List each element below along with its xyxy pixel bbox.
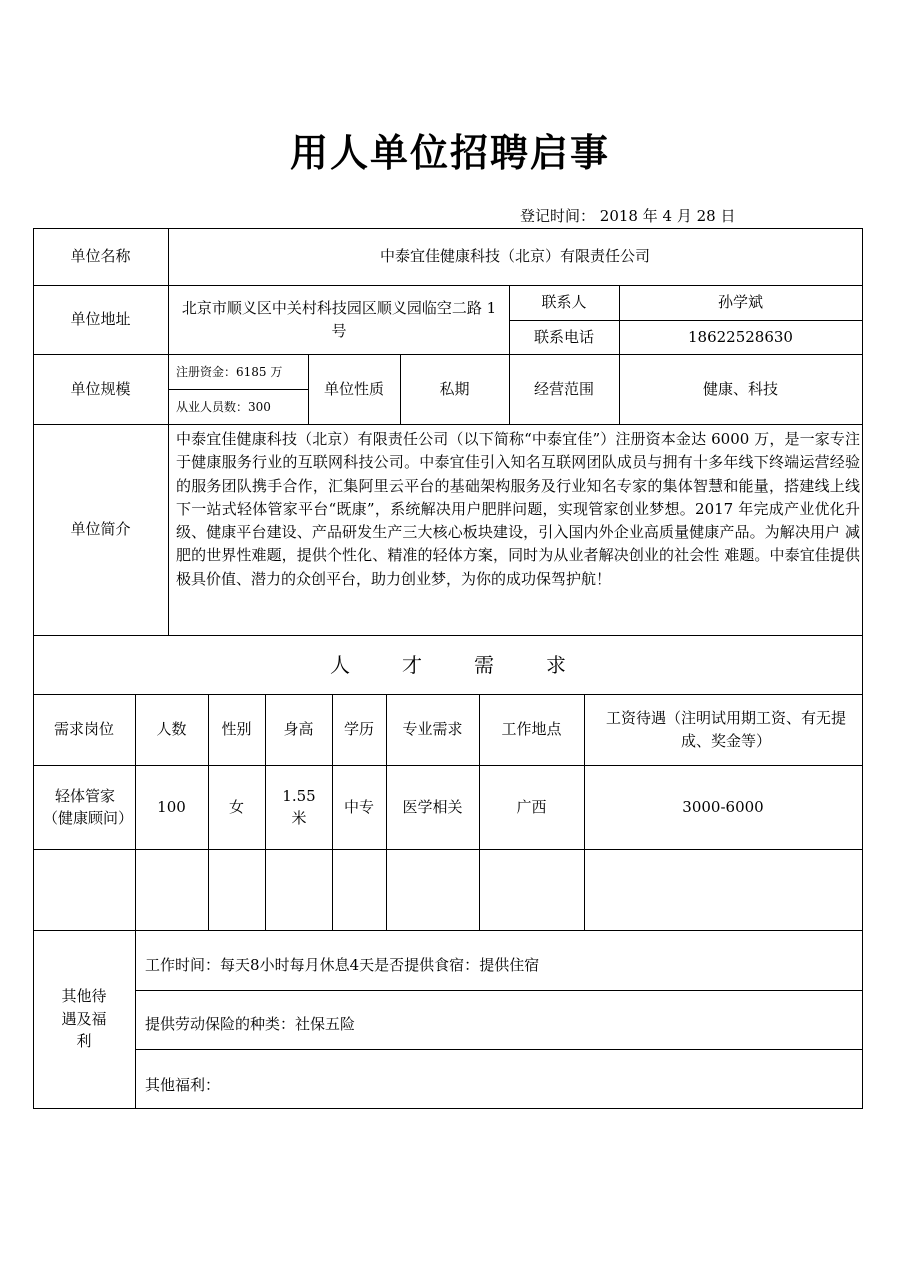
- registered-capital: 注册资金：6185 万: [176, 364, 283, 379]
- row-location: 广西: [516, 797, 547, 816]
- meals-label: 是否提供食宿：: [374, 955, 480, 974]
- nature-value: 私期: [439, 379, 470, 398]
- other-benefits-label: 其他福利：: [145, 1075, 221, 1094]
- phone-value: 18622528630: [688, 327, 793, 346]
- other-benefits-line: [135, 1062, 862, 1108]
- row-height: 1.55米: [282, 786, 316, 827]
- contact-value: 孙学斌: [717, 293, 763, 312]
- benefits-label: 其他待遇及福利: [61, 987, 107, 1051]
- scope-value: 健康、科技: [702, 379, 778, 398]
- row-education: 中专: [343, 797, 374, 816]
- insurance-line: [135, 1000, 862, 1049]
- header-salary: 工资待遇（注明试用期工资、有无提成、奖金等）: [605, 709, 846, 750]
- row-position: 轻体管家（健康顾问）: [43, 786, 134, 827]
- row-count: 100: [157, 797, 186, 816]
- work-time-line: [135, 940, 862, 990]
- days-unit: 天: [359, 955, 375, 974]
- row-major: 医学相关: [402, 797, 463, 816]
- company-name-label: 单位名称: [70, 247, 131, 266]
- talent-heading: 人才需求: [330, 652, 618, 677]
- registration-label: 登记时间：: [520, 207, 596, 225]
- company-intro: 中泰宜佳健康科技（北京）有限责任公司（以下简称“中泰宜佳”）注册资本金达 6000 万，是一家专注于健康服务行业的互联网科技公司。中泰宜佳引入知名互联网团队成员与拥有十多年线下终端运营经验的服务团队携手合作，汇集阿里云平台的基础架构服务及行业知名专家的集体智慧和能量，搭建线上线下一站式轻体管家平台“既康”，系统解决用户肥胖问题，实现管家创业梦想。2017 年完成产业优化升级、健康平台建设、产品研发生产三大核心板块建设，引入国内外企业高质量健康产品。为解决用户 减肥的世界性难题，提供个性化、精准的轻体方案，同时为从业者解决创业的社会性 难题。中泰宜佳提供极具价值、潜力的众创平台，助力创业梦，为你的成功保驾护航！: [176, 430, 860, 588]
- nature-label: 单位性质: [323, 379, 384, 398]
- contact-label: 联系人: [541, 293, 587, 312]
- daily-hours: 8: [250, 955, 260, 974]
- phone-label: 联系电话: [533, 327, 594, 346]
- row-gender: 女: [228, 797, 244, 816]
- scale-label: 单位规模: [70, 379, 131, 398]
- insurance-label: 提供劳动保险的种类：: [145, 1015, 296, 1034]
- work-time-label: 工作时间：: [145, 955, 221, 974]
- header-height: 身高: [283, 720, 314, 739]
- header-gender: 性别: [221, 720, 252, 739]
- monthly-label: 每月休息: [289, 955, 350, 974]
- company-name-value: 中泰宜佳健康科技（北京）有限责任公司: [379, 247, 650, 266]
- header-position: 需求岗位: [53, 720, 114, 739]
- employee-count: 从业人员数：300: [176, 399, 271, 414]
- address-value: 北京市顺义区中关村科技园区顺义园临空二路 1 号: [181, 299, 497, 340]
- insurance-value: 社保五险: [295, 1015, 356, 1034]
- header-location: 工作地点: [501, 720, 562, 739]
- hours-unit: 小时: [259, 955, 290, 974]
- header-count: 人数: [156, 720, 187, 739]
- row-salary: 3000-6000: [682, 797, 764, 816]
- scope-label: 经营范围: [533, 379, 594, 398]
- intro-label: 单位简介: [70, 520, 131, 539]
- header-major: 专业需求: [402, 720, 463, 739]
- page-title: 用人单位招聘启事: [289, 130, 610, 175]
- registration-value: 2018 年 4 月 28 日: [599, 207, 736, 225]
- address-label: 单位地址: [70, 310, 131, 329]
- meals-value: 提供住宿: [479, 955, 540, 974]
- daily-label: 每天: [220, 955, 251, 974]
- monthly-days: 4: [349, 955, 360, 974]
- registration-date: [520, 205, 735, 226]
- header-education: 学历: [343, 720, 374, 739]
